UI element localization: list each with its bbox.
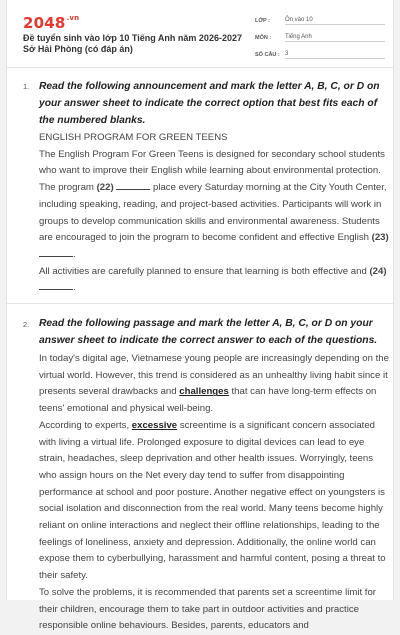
header-divider [7,67,393,68]
question-divider [7,303,393,304]
meta-subject-row [255,31,385,48]
passage-paragraph: According to experts, excessive screentime is a significant concern associated with living a virtual life. Prolonged exposure to digital devices can lead to eye strain, headaches, sleep deprivation and other health issues. Worryingly, teens who assign hours on the Net every day tend to suffer from disappointing performance at school and poor posture. Another negative effect on youngsters is social isolation and disconnection from the real world. Many teens become highly reliant on online interactions and neglect their offline relationships, leading to the feelings of loneliness, anxiety and depression. Additionally, the online world can expose them to cyberbullying, harassment and harmful content, posing a threat to their safety. [39,419,386,582]
question-passage [39,130,389,297]
passage-paragraph: To solve the problems, it is recommended that parents set a screentime limit for their children, encourage them to take part in outdoor activities and practice responsible online behaviours. Besides, parents, educators and [39,586,376,632]
document-title: Đề tuyển sinh vào lớp 10 Tiếng Anh năm 2026-2027 Sở Hải Phòng (có đáp án) [23,33,242,54]
meta-subject-value: Tiếng Anh [285,34,385,42]
meta-subject-label: MÔN : [255,35,272,41]
meta-count-label: SỐ CÂU : [255,52,280,58]
answer-blank[interactable] [39,248,73,257]
question-number: 2. [23,320,30,329]
answer-blank[interactable] [116,181,150,190]
passage-paragraph: The English Program For Green Teens is designed for secondary school students who want to improve their English while learning about environmental protection. [39,148,385,177]
passage-paragraph: All activities are carefully planned to ensure that learning is both effective and (24) . [39,265,387,294]
passage-paragraph: In today's digital age, Vietnamese young people are increasingly depending on the virtual world. However, this trend is considered as an unhealthy living habit since it presents several drawbacks and challenges that can have long-term effects on teens' emotional and physical well-being. [39,353,389,415]
question-number: 1. [23,82,30,91]
question-passage [39,351,389,635]
blank-number: (22) [96,182,114,194]
meta-class-value: Ôn vào 10 [285,17,385,25]
question-instruction: Read the following announcement and mark the letter A, B, C, or D on your answer sheet to indicate the correct option that best fits each of the numbered blanks. [39,81,380,126]
site-logo[interactable]: $2048^{.vn}$ [23,14,80,32]
page-header [7,0,393,66]
blank-number: (24) [369,265,387,277]
answer-blank[interactable] [39,281,73,290]
underlined-word: excessive [131,419,178,431]
meta-count-row [255,48,385,65]
meta-class-row [255,14,385,31]
meta-count-value: 3 [285,51,385,59]
blank-number: (23) [371,232,389,244]
underlined-word: challenges [179,386,229,398]
exam-meta [255,14,385,65]
question-instruction: Read the following passage and mark the letter A, B, C, or D on your answer sheet to indicate the correct answer to each of the questions. [39,318,378,346]
document-sheet [6,0,394,632]
passage-heading: ENGLISH PROGRAM FOR GREEN TEENS [39,132,228,143]
meta-class-label: LỚP : [255,18,270,24]
passage-paragraph: The program (22) place every Saturday morning at the City Youth Center, including speaking, reading, and project-based activities. Participants will work in groups to develop communication skills and environmental awareness. Students are encouraged to join the program to become confident and effective English (23) . [39,182,389,260]
